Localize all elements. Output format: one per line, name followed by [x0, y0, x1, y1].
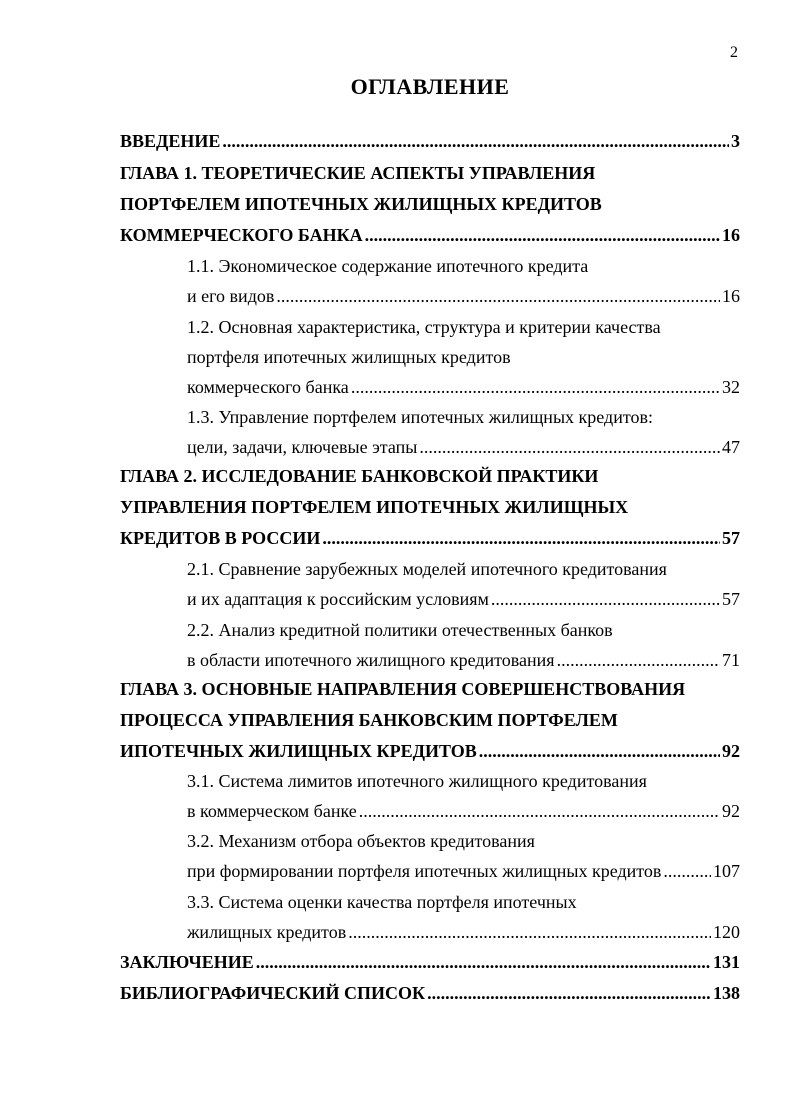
- dot-leader: [427, 982, 711, 1004]
- toc-page-number: 92: [722, 801, 740, 821]
- toc-entry-title: ИПОТЕЧНЫХ ЖИЛИЩНЫХ КРЕДИТОВ: [120, 741, 477, 761]
- toc-entry-bibliography[interactable]: [120, 982, 740, 1004]
- toc-entry-chapter-3[interactable]: [120, 740, 740, 762]
- page-title: ОГЛАВЛЕНИЕ: [350, 74, 510, 99]
- dot-leader: [365, 224, 720, 246]
- toc-section-3-2-line-1[interactable]: 3.2. Механизм отбора объектов кредитования: [187, 831, 535, 851]
- dot-leader: [491, 588, 720, 610]
- dot-leader: [276, 285, 720, 307]
- toc-section-1-3-line-1[interactable]: 1.3. Управление портфелем ипотечных жилищных кредитов:: [187, 407, 653, 427]
- toc-entry-title: и его видов: [187, 286, 275, 306]
- dot-leader: [222, 130, 729, 152]
- dot-leader: [322, 527, 720, 549]
- toc-section-2-1-line-1[interactable]: 2.1. Сравнение зарубежных моделей ипотечного кредитования: [187, 559, 667, 579]
- toc-chapter-1-line-2[interactable]: ПОРТФЕЛЕМ ИПОТЕЧНЫХ ЖИЛИЩНЫХ КРЕДИТОВ: [120, 194, 602, 214]
- dot-leader: [663, 860, 711, 882]
- toc-entry-section-1-3[interactable]: [187, 436, 740, 458]
- toc-entry-title: КРЕДИТОВ В РОССИИ: [120, 528, 321, 548]
- toc-chapter-3-line-2[interactable]: ПРОЦЕССА УПРАВЛЕНИЯ БАНКОВСКИМ ПОРТФЕЛЕМ: [120, 710, 618, 730]
- toc-entry-section-1-1[interactable]: [187, 285, 740, 307]
- dot-leader: [256, 951, 711, 973]
- toc-entry-title: жилищных кредитов: [187, 922, 347, 942]
- toc-entry-conclusion[interactable]: [120, 951, 740, 973]
- toc-entry-section-3-2[interactable]: [187, 860, 740, 882]
- toc-page-number: 107: [713, 861, 740, 881]
- toc-page-number: 131: [713, 952, 740, 972]
- toc-section-2-2-line-1[interactable]: 2.2. Анализ кредитной политики отечественных банков: [187, 620, 613, 640]
- toc-section-1-1-line-1[interactable]: 1.1. Экономическое содержание ипотечного кредита: [187, 256, 589, 276]
- dot-leader: [419, 436, 720, 458]
- toc-chapter-3-line-1[interactable]: ГЛАВА 3. ОСНОВНЫЕ НАПРАВЛЕНИЯ СОВЕРШЕНСТВОВАНИЯ: [120, 679, 686, 699]
- dot-leader: [351, 376, 720, 398]
- toc-section-1-2-line-2[interactable]: портфеля ипотечных жилищных кредитов: [187, 347, 511, 367]
- toc-entry-title: ВВЕДЕНИЕ: [120, 131, 221, 151]
- toc-section-3-3-line-1[interactable]: 3.3. Система оценки качества портфеля ипотечных: [187, 892, 577, 912]
- dot-leader: [557, 649, 720, 671]
- toc-entry-title: ЗАКЛЮЧЕНИЕ: [120, 952, 254, 972]
- toc-entry-section-3-3[interactable]: [187, 921, 740, 943]
- toc-page-number: 3: [731, 131, 740, 151]
- toc-page-number: 57: [722, 589, 740, 609]
- toc-entry-section-3-1[interactable]: [187, 800, 740, 822]
- toc-entry-intro[interactable]: [120, 130, 740, 152]
- toc-section-1-2-line-1[interactable]: 1.2. Основная характеристика, структура и критерии качества: [187, 317, 661, 337]
- toc-chapter-2-line-1[interactable]: ГЛАВА 2. ИССЛЕДОВАНИЕ БАНКОВСКОЙ ПРАКТИКИ: [120, 466, 599, 486]
- toc-entry-chapter-1[interactable]: [120, 224, 740, 246]
- toc-chapter-2-line-2[interactable]: УПРАВЛЕНИЯ ПОРТФЕЛЕМ ИПОТЕЧНЫХ ЖИЛИЩНЫХ: [120, 497, 629, 517]
- toc-entry-title: и их адаптация к российским условиям: [187, 589, 489, 609]
- toc-page-number: 71: [722, 650, 740, 670]
- page-number: 2: [730, 44, 738, 61]
- toc-entry-title: в области ипотечного жилищного кредитования: [187, 650, 555, 670]
- dot-leader: [479, 740, 720, 762]
- toc-entry-title: коммерческого банка: [187, 377, 349, 397]
- toc-page-number: 57: [722, 528, 740, 548]
- toc-entry-chapter-2[interactable]: [120, 527, 740, 549]
- toc-page-number: 92: [722, 741, 740, 761]
- toc-entry-title: цели, задачи, ключевые этапы: [187, 437, 418, 457]
- toc-entry-section-1-2[interactable]: [187, 376, 740, 398]
- dot-leader: [348, 921, 711, 943]
- toc-entry-section-2-2[interactable]: [187, 649, 740, 671]
- toc-page-number: 16: [722, 225, 740, 245]
- toc-entry-section-2-1[interactable]: [187, 588, 740, 610]
- toc-page-number: 138: [713, 983, 740, 1003]
- toc-page-number: 120: [713, 922, 740, 942]
- toc-entry-title: в коммерческом банке: [187, 801, 357, 821]
- toc-section-3-1-line-1[interactable]: 3.1. Система лимитов ипотечного жилищного кредитования: [187, 771, 647, 791]
- toc-page-number: 32: [722, 377, 740, 397]
- toc-chapter-1-line-1[interactable]: ГЛАВА 1. ТЕОРЕТИЧЕСКИЕ АСПЕКТЫ УПРАВЛЕНИЯ: [120, 163, 596, 183]
- toc-page-number: 47: [722, 437, 740, 457]
- toc-entry-title: БИБЛИОГРАФИЧЕСКИЙ СПИСОК: [120, 983, 426, 1003]
- toc-entry-title: КОММЕРЧЕСКОГО БАНКА: [120, 225, 363, 245]
- dot-leader: [359, 800, 720, 822]
- toc-entry-title: при формировании портфеля ипотечных жилищных кредитов: [187, 861, 662, 881]
- toc-page-number: 16: [722, 286, 740, 306]
